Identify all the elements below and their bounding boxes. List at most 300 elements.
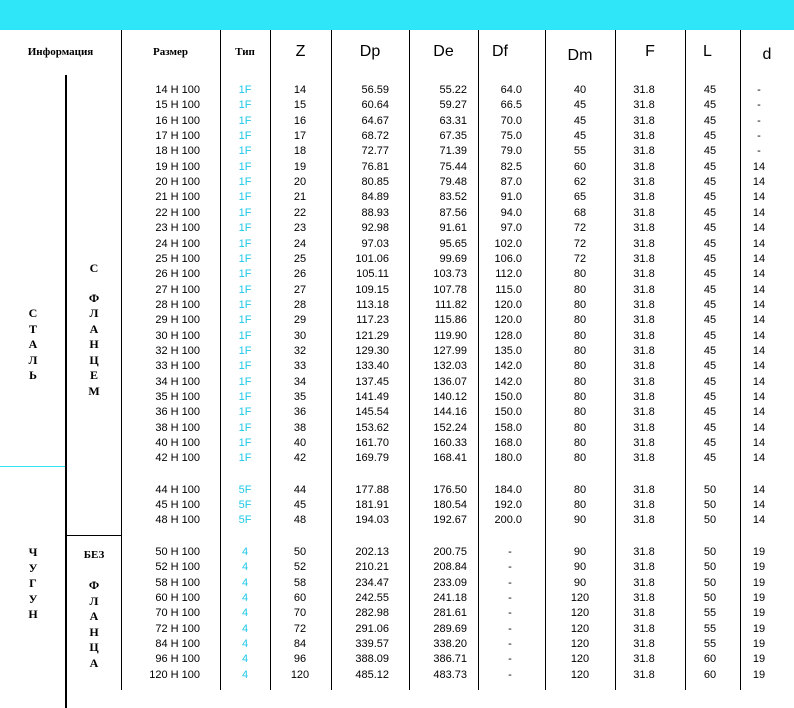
cell-l: 50 [703,591,717,604]
cell-f: 31.8 [633,206,655,219]
cell-df: - [508,561,512,574]
cell-l: 45 [703,160,717,173]
cell-de: 83.52 [439,191,467,204]
cell-d: 14 [752,314,766,327]
cell-d: 14 [752,252,766,265]
cell-size: 36 H 100 [155,406,200,419]
cell-f: 31.8 [633,406,655,419]
cell-l: 45 [703,437,717,450]
cell-dp: 133.40 [355,360,389,373]
cell-f: 31.8 [633,130,655,143]
cell-l: 45 [703,360,717,373]
header-size: Размер [153,46,188,58]
cell-type: 4 [241,622,249,635]
cell-l: 45 [703,114,717,127]
cell-de: 63.31 [439,114,467,127]
cell-dm: 72 [573,252,587,265]
cell-dp: 121.29 [355,329,389,342]
cell-z: 120 [290,668,310,681]
cell-size: 70 H 100 [155,607,200,620]
cell-size: 44 H 100 [155,483,200,496]
cell-de: 59.27 [439,99,467,112]
cell-dm: 80 [573,406,587,419]
cell-dp: 145.54 [355,406,389,419]
cell-dm: 120 [570,653,590,666]
cell-df: 168.0 [494,437,522,450]
spec-table [0,30,794,708]
cell-de: 99.69 [439,252,467,265]
cell-l: 50 [703,576,717,589]
cell-dm: 72 [573,222,587,235]
cell-dm: 80 [573,298,587,311]
cell-dp: 291.06 [355,622,389,635]
cell-dm: 80 [573,314,587,327]
cell-l: 45 [703,375,717,388]
header-l: L [703,43,712,60]
cell-dm: 80 [573,437,587,450]
cell-type: 5F [238,514,252,527]
cell-d: 14 [752,191,766,204]
cell-l: 50 [703,483,717,496]
column-divider [615,30,616,690]
header-dm: Dm [567,47,593,64]
cell-size: 28 H 100 [155,298,200,311]
cell-f: 31.8 [633,145,655,158]
cell-l: 45 [703,130,717,143]
cell-size: 24 H 100 [155,237,200,250]
cell-df: - [508,545,512,558]
cell-de: 67.35 [439,130,467,143]
cell-f: 31.8 [633,191,655,204]
cell-df: 158.0 [494,421,522,434]
cell-df: 115.0 [495,283,522,296]
cell-type: 4 [241,545,249,558]
cell-de: 111.82 [434,298,467,311]
cell-size: 18 H 100 [155,145,200,158]
cell-df: - [508,668,512,681]
cell-f: 31.8 [633,607,655,620]
cell-dp: 60.64 [361,99,389,112]
cell-dm: 80 [573,452,587,465]
header-f: F [645,43,655,60]
flange-label-with: С Ф Л А Н Ц Е М [88,261,100,398]
header-df: Df [492,43,508,60]
cell-type: 1F [238,344,252,357]
cell-size: 14 H 100 [155,84,200,96]
cell-f: 31.8 [633,314,655,327]
cell-d: 14 [752,421,766,434]
cell-z: 21 [293,191,307,204]
cell-dm: 120 [570,591,590,604]
cell-type: 1F [238,391,252,403]
cell-dp: 181.91 [355,499,389,512]
cell-de: 281.61 [433,607,467,620]
cell-d: 14 [752,391,766,403]
cell-z: 44 [293,483,307,496]
cell-df: 150.0 [494,391,522,403]
cell-f: 31.8 [633,176,655,189]
cell-dp: 113.18 [356,298,389,311]
cell-z: 27 [293,283,307,296]
cell-size: 58 H 100 [155,576,200,589]
cell-type: 1F [238,237,252,250]
cell-z: 48 [293,514,307,527]
cell-size: 42 H 100 [155,452,200,465]
cell-d: - [757,145,761,158]
cell-l: 45 [703,314,717,327]
cell-de: 127.99 [433,344,467,357]
cell-l: 55 [703,637,717,650]
cell-de: 79.48 [439,176,467,189]
cell-df: 91.0 [500,191,522,204]
cell-df: 64.0 [500,84,522,96]
cell-df: 66.5 [500,99,522,112]
cell-f: 31.8 [633,514,655,527]
cell-df: 82.5 [500,160,522,173]
cell-size: 96 H 100 [155,653,200,666]
cell-f: 31.8 [633,99,655,112]
cell-l: 45 [703,191,717,204]
cell-dm: 90 [573,561,587,574]
cell-type: 1F [238,84,252,96]
cell-de: 75.44 [439,160,467,173]
column-divider [685,30,686,690]
cell-d: 19 [752,576,766,589]
cell-z: 34 [293,375,307,388]
cell-f: 31.8 [633,545,655,558]
cell-dm: 65 [573,191,587,204]
cell-size: 30 H 100 [155,329,200,342]
cell-l: 45 [703,283,717,296]
cell-df: 79.0 [500,145,522,158]
cell-z: 60 [293,591,307,604]
cell-de: 95.65 [439,237,467,250]
cell-f: 31.8 [633,222,655,235]
cell-f: 31.8 [633,84,655,96]
cell-dp: 202.13 [355,545,389,558]
cell-z: 58 [293,576,307,589]
cell-d: 14 [752,452,766,465]
cell-dm: 120 [570,622,590,635]
cell-size: 40 H 100 [155,437,200,450]
cell-d: 19 [752,668,766,681]
cell-df: 142.0 [494,375,522,388]
cell-f: 31.8 [633,375,655,388]
cell-size: 19 H 100 [155,160,200,173]
material-label-steel: С Т А Л Ь [28,306,38,382]
cell-dp: 88.93 [361,206,389,219]
cell-size: 84 H 100 [155,637,200,650]
cell-dp: 72.77 [361,145,389,158]
cell-d: 14 [752,329,766,342]
flange-label-without-top: БЕЗ [83,549,105,561]
cell-f: 31.8 [633,344,655,357]
cell-dp: 388.09 [355,653,389,666]
column-divider [121,30,122,690]
cell-dp: 339.57 [355,637,389,650]
header-de: De [433,43,454,60]
cell-z: 25 [293,252,307,265]
cell-l: 45 [703,145,717,158]
cell-de: 119.90 [434,329,467,342]
cell-f: 31.8 [633,576,655,589]
cell-l: 45 [703,237,717,250]
cell-f: 31.8 [633,483,655,496]
cell-dm: 80 [573,375,587,388]
cell-de: 241.18 [433,591,467,604]
cell-type: 1F [238,99,252,112]
cell-de: 136.07 [433,375,467,388]
cell-type: 1F [238,421,252,434]
cell-size: 23 H 100 [155,222,200,235]
cell-dm: 120 [570,637,590,650]
cell-type: 1F [238,406,252,419]
cell-z: 70 [293,607,307,620]
cell-type: 1F [238,268,252,281]
cell-f: 31.8 [633,252,655,265]
cell-z: 38 [293,421,307,434]
cell-type: 4 [241,607,249,620]
cell-size: 25 H 100 [155,252,200,265]
cell-type: 4 [241,591,249,604]
cell-dp: 105.11 [356,268,389,281]
cell-f: 31.8 [633,437,655,450]
cell-size: 50 H 100 [155,545,200,558]
cell-dm: 80 [573,499,587,512]
cell-dp: 282.98 [355,607,389,620]
cell-type: 4 [241,653,249,666]
cell-de: 55.22 [439,84,467,96]
cell-size: 29 H 100 [155,314,200,327]
cell-dm: 80 [573,329,587,342]
cell-l: 45 [703,421,717,434]
cell-dp: 97.03 [361,237,389,250]
cell-d: 19 [752,545,766,558]
cell-df: 192.0 [494,499,522,512]
cell-df: 184.0 [494,483,522,496]
cell-de: 103.73 [433,268,467,281]
cell-dp: 64.67 [361,114,389,127]
cell-df: 120.0 [494,298,522,311]
cell-size: 33 H 100 [155,360,200,373]
cell-d: 14 [752,514,766,527]
cell-type: 1F [238,283,252,296]
cell-dp: 129.30 [355,344,389,357]
cell-de: 152.24 [433,421,467,434]
cell-size: 32 H 100 [155,344,200,357]
cell-size: 120 H 100 [149,668,200,681]
cell-dm: 120 [570,607,590,620]
cell-de: 140.12 [433,391,467,403]
cell-l: 55 [703,607,717,620]
cell-f: 31.8 [633,298,655,311]
cell-de: 233.09 [433,576,467,589]
cell-d: 14 [752,283,766,296]
cell-type: 1F [238,222,252,235]
cell-dp: 80.85 [361,176,389,189]
cell-dp: 56.59 [361,84,389,96]
cell-type: 1F [238,452,252,465]
cell-f: 31.8 [633,160,655,173]
cell-f: 31.8 [633,653,655,666]
cell-df: 200.0 [494,514,522,527]
cell-f: 31.8 [633,114,655,127]
cell-df: 150.0 [494,406,522,419]
cell-dp: 194.03 [355,514,389,527]
cell-dm: 45 [573,130,587,143]
cell-f: 31.8 [633,391,655,403]
cell-d: - [757,114,761,127]
cell-d: 19 [752,637,766,650]
cell-d: 14 [752,206,766,219]
cell-df: 87.0 [500,176,522,189]
cell-dp: 76.81 [361,160,389,173]
cell-df: 142.0 [494,360,522,373]
cell-type: 1F [238,191,252,204]
cell-dm: 60 [573,160,587,173]
cell-z: 24 [293,237,307,250]
cell-df: - [508,607,512,620]
cell-size: 22 H 100 [155,206,200,219]
cell-de: 208.84 [433,561,467,574]
cell-f: 31.8 [633,622,655,635]
cell-size: 48 H 100 [155,514,200,527]
cell-l: 45 [703,329,717,342]
cell-d: 19 [752,591,766,604]
column-divider [545,30,546,690]
cell-d: 19 [752,607,766,620]
cell-z: 42 [293,452,307,465]
cell-df: 135.0 [494,344,522,357]
cell-l: 45 [703,84,717,96]
cell-type: 1F [238,206,252,219]
cell-dp: 117.23 [356,314,389,327]
header-type: Тип [235,46,255,58]
cell-size: 17 H 100 [155,130,200,143]
cell-dm: 90 [573,545,587,558]
cell-d: 14 [752,268,766,281]
cell-z: 50 [293,545,307,558]
header-info: Информация [27,46,94,58]
cell-de: 386.71 [433,653,467,666]
cell-de: 338.20 [433,637,467,650]
cell-dm: 120 [570,668,590,681]
cell-z: 23 [293,222,307,235]
cell-de: 87.56 [439,206,467,219]
cell-type: 4 [241,576,249,589]
cell-df: 120.0 [494,314,522,327]
column-divider [740,30,741,690]
cell-de: 483.73 [433,668,467,681]
cell-dp: 210.21 [355,561,389,574]
cell-z: 33 [293,360,307,373]
cell-d: 14 [752,360,766,373]
cell-d: 14 [752,483,766,496]
cell-type: 4 [241,668,249,681]
cell-f: 31.8 [633,561,655,574]
cell-d: 14 [752,298,766,311]
cell-type: 1F [238,176,252,189]
cell-dm: 40 [573,84,587,96]
flange-label-without: Ф Л А Н Ц А [88,578,100,670]
cell-z: 17 [293,130,307,143]
cell-l: 55 [703,622,717,635]
cell-dm: 90 [573,514,587,527]
cell-size: 45 H 100 [155,499,200,512]
cell-df: 106.0 [494,252,522,265]
cell-size: 35 H 100 [155,391,200,403]
cell-l: 50 [703,514,717,527]
cell-l: 50 [703,561,717,574]
cell-dp: 234.47 [355,576,389,589]
cell-f: 31.8 [633,268,655,281]
cell-z: 84 [293,637,307,650]
cell-dm: 80 [573,360,587,373]
cell-size: 15 H 100 [155,99,200,112]
cell-type: 1F [238,114,252,127]
cell-d: 19 [752,622,766,635]
cell-size: 60 H 100 [155,591,200,604]
cell-de: 168.41 [433,452,467,465]
cell-d: 14 [752,160,766,173]
cell-df: - [508,576,512,589]
cell-dp: 177.88 [355,483,389,496]
header-d: d [762,46,772,63]
cell-dm: 80 [573,344,587,357]
cell-size: 52 H 100 [155,561,200,574]
cell-type: 1F [238,437,252,450]
cell-l: 45 [703,344,717,357]
cell-f: 31.8 [633,668,655,681]
cell-l: 45 [703,252,717,265]
cell-f: 31.8 [633,452,655,465]
cell-dm: 80 [573,268,587,281]
cell-z: 72 [293,622,307,635]
cell-z: 40 [293,437,307,450]
cell-dp: 141.49 [355,391,389,403]
cell-f: 31.8 [633,360,655,373]
cell-type: 1F [238,375,252,388]
cell-df: - [508,591,512,604]
cell-l: 45 [703,176,717,189]
cell-size: 16 H 100 [155,114,200,127]
cell-de: 115.86 [434,314,467,327]
cell-d: 14 [752,344,766,357]
cell-z: 20 [293,176,307,189]
group-divider [65,75,67,708]
cell-de: 144.16 [433,406,467,419]
cell-de: 132.03 [433,360,467,373]
cell-df: 102.0 [494,237,522,250]
cell-dp: 242.55 [355,591,389,604]
cell-de: 180.54 [433,499,467,512]
cell-dm: 80 [573,483,587,496]
cell-f: 31.8 [633,329,655,342]
cell-dm: 45 [573,114,587,127]
cell-type: 4 [241,637,249,650]
cell-dp: 101.06 [355,252,389,265]
cell-dp: 153.62 [355,421,389,434]
cell-z: 36 [293,406,307,419]
cell-de: 176.50 [433,483,467,496]
cell-dp: 485.12 [355,668,389,681]
cell-l: 45 [703,406,717,419]
cell-type: 1F [238,314,252,327]
cell-size: 20 H 100 [155,176,200,189]
cell-l: 45 [703,99,717,112]
cell-z: 29 [293,314,307,327]
cell-l: 50 [703,545,717,558]
